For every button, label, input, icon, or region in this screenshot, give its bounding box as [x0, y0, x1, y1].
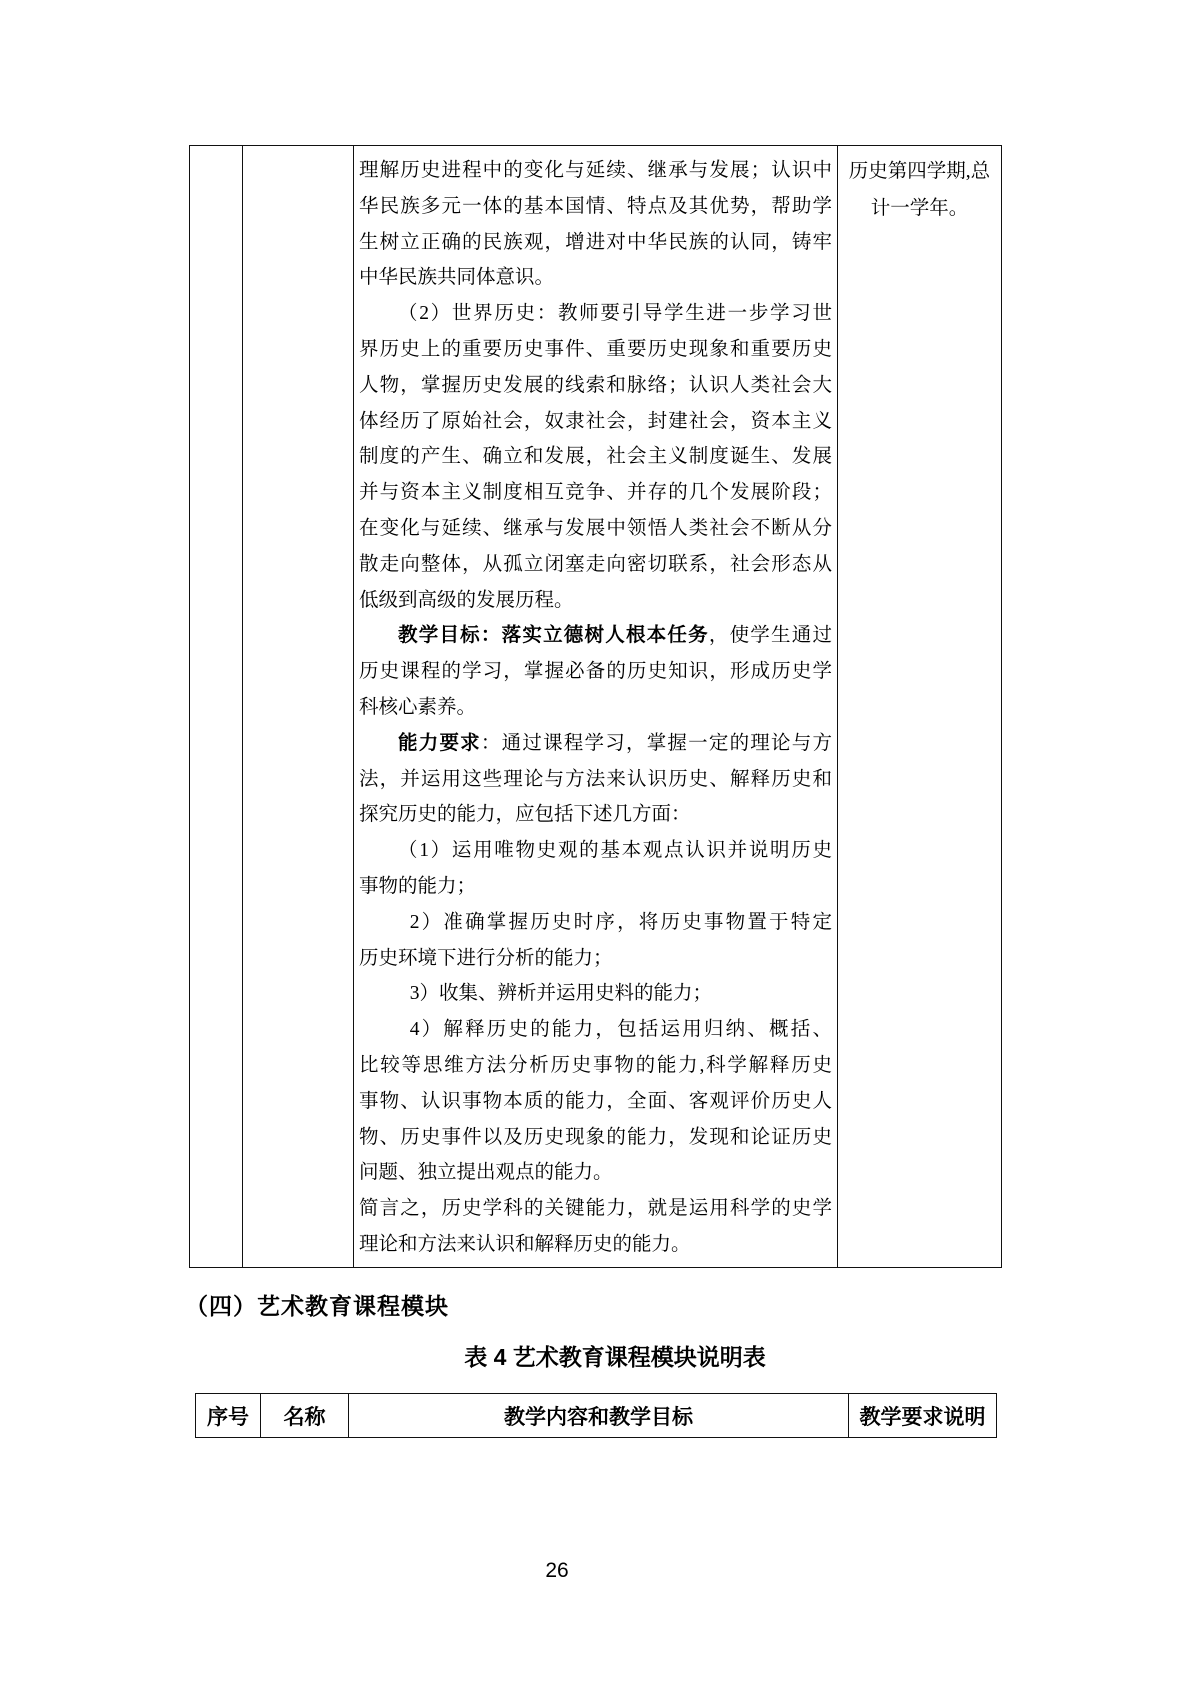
- text-line: [359, 296, 832, 332]
- text-line: [359, 1191, 832, 1227]
- text-segment: 2）准确掌握历史时序，将历史事物置于特定: [409, 911, 832, 933]
- text-segment: 探究历史的能力，应包括下述几方面：: [359, 804, 691, 826]
- page-number: 26: [545, 1559, 569, 1582]
- text-line: [359, 189, 832, 225]
- text-line: [359, 153, 832, 189]
- text-line: [359, 511, 832, 547]
- text-line: [359, 1084, 832, 1120]
- text-segment: 散走向整体，从孤立闭塞走向密切联系，社会形态从: [359, 553, 832, 575]
- text-line: [359, 618, 832, 654]
- text-line: [359, 475, 832, 511]
- text-line: [359, 1155, 832, 1191]
- text-segment: 制度的产生、确立和发展，社会主义制度诞生、发展: [359, 446, 832, 468]
- text-segment: 历史课程的学习，掌握必备的历史知识，形成历史学: [359, 661, 832, 683]
- history-module-table: [189, 145, 1002, 1268]
- text-line: [359, 1012, 832, 1048]
- history-table-name-cell: [243, 146, 354, 1267]
- text-line: [359, 260, 832, 296]
- text-line: [359, 654, 832, 690]
- history-table-seq-cell: [190, 146, 243, 1267]
- text-line: [359, 941, 832, 977]
- text-line: [359, 1048, 832, 1084]
- text-segment: 科核心素养。: [359, 696, 477, 718]
- text-line: [359, 762, 832, 798]
- text-line: [359, 368, 832, 404]
- text-line: [359, 547, 832, 583]
- text-segment: 生树立正确的民族观，增进对中华民族的认同，铸牢: [359, 231, 832, 253]
- text-segment: 低级到高级的发展历程。: [359, 589, 574, 611]
- header-cell-requirements: 教学要求说明: [859, 1404, 986, 1429]
- text-segment: 中华民族共同体意识。: [359, 267, 555, 289]
- bold-run-in: 能力要求: [398, 732, 481, 754]
- text-segment: 3）收集、辨析并运用史料的能力；: [409, 983, 712, 1005]
- text-segment: 并与资本主义制度相互竞争、并存的几个发展阶段；: [359, 482, 832, 504]
- text-line: [359, 332, 832, 368]
- text-line: [359, 905, 832, 941]
- header-cell-content-objectives: 教学内容和教学目标: [349, 1394, 849, 1437]
- text-segment: （1）运用唯物史观的基本观点认识并说明历史: [398, 840, 832, 862]
- text-segment: 问题、独立提出观点的能力。: [359, 1162, 613, 1184]
- text-line: [359, 726, 832, 762]
- requirement-line: 计一学年。: [870, 197, 969, 219]
- text-segment: ：通过课程学习，掌握一定的理论与方: [480, 732, 832, 754]
- text-segment: 体经历了原始社会，奴隶社会，封建社会，资本主义: [359, 410, 832, 432]
- text-segment: 在变化与延续、继承与发展中领悟人类社会不断从分: [359, 517, 832, 539]
- text-line: [359, 690, 832, 726]
- text-line: [359, 1227, 832, 1263]
- text-segment: 事物、认识事物本质的能力，全面、客观评价历史人: [359, 1090, 832, 1112]
- text-line: [359, 583, 832, 619]
- art-module-table: [195, 1393, 997, 1438]
- text-line: [359, 404, 832, 440]
- text-line: [359, 1120, 832, 1156]
- text-line: [359, 833, 832, 869]
- header-cell-seq: 序号: [196, 1394, 261, 1437]
- text-segment: 理论和方法来认识和解释历史的能力。: [359, 1233, 691, 1255]
- text-segment: 历史环境下进行分析的能力；: [359, 947, 613, 969]
- requirement-line: 历史第四学期,总: [848, 161, 991, 182]
- section-heading: （四）艺术教育课程模块: [185, 1293, 449, 1319]
- text-line: [359, 869, 832, 905]
- text-segment: 简言之，历史学科的关键能力，就是运用科学的史学: [359, 1198, 832, 1220]
- text-segment: 物、历史事件以及历史现象的能力，发现和论证历史: [359, 1126, 832, 1148]
- history-table-content-cell: [354, 146, 838, 1267]
- text-segment: 比较等思维方法分析历史事物的能力,科学解释历史: [359, 1054, 832, 1076]
- header-cell-name: 名称: [261, 1394, 349, 1437]
- text-line: [359, 439, 832, 475]
- bold-run-in: 教学目标：落实立德树人根本任务: [398, 625, 709, 647]
- text-segment: ，使学生通过: [708, 625, 832, 647]
- text-segment: 4）解释历史的能力，包括运用归纳、概括、: [409, 1019, 832, 1041]
- history-table-requirement-cell: [838, 146, 1001, 1267]
- text-segment: 法，并运用这些理论与方法来认识历史、解释历史和: [359, 768, 832, 790]
- text-segment: 界历史上的重要历史事件、重要历史现象和重要历史: [359, 338, 832, 360]
- text-segment: 华民族多元一体的基本国情、特点及其优势，帮助学: [359, 195, 832, 217]
- text-line: [359, 797, 832, 833]
- table-caption: 表 4 艺术教育课程模块说明表: [464, 1344, 766, 1370]
- text-segment: 事物的能力；: [359, 875, 477, 897]
- text-line: [359, 976, 832, 1012]
- text-line: [359, 225, 832, 261]
- text-segment: 理解历史进程中的变化与延续、继承与发展；认识中: [359, 160, 832, 181]
- text-segment: 人物，掌握历史发展的线索和脉络；认识人类社会大: [359, 374, 832, 396]
- text-segment: （2）世界历史：教师要引导学生进一步学习世: [398, 303, 832, 325]
